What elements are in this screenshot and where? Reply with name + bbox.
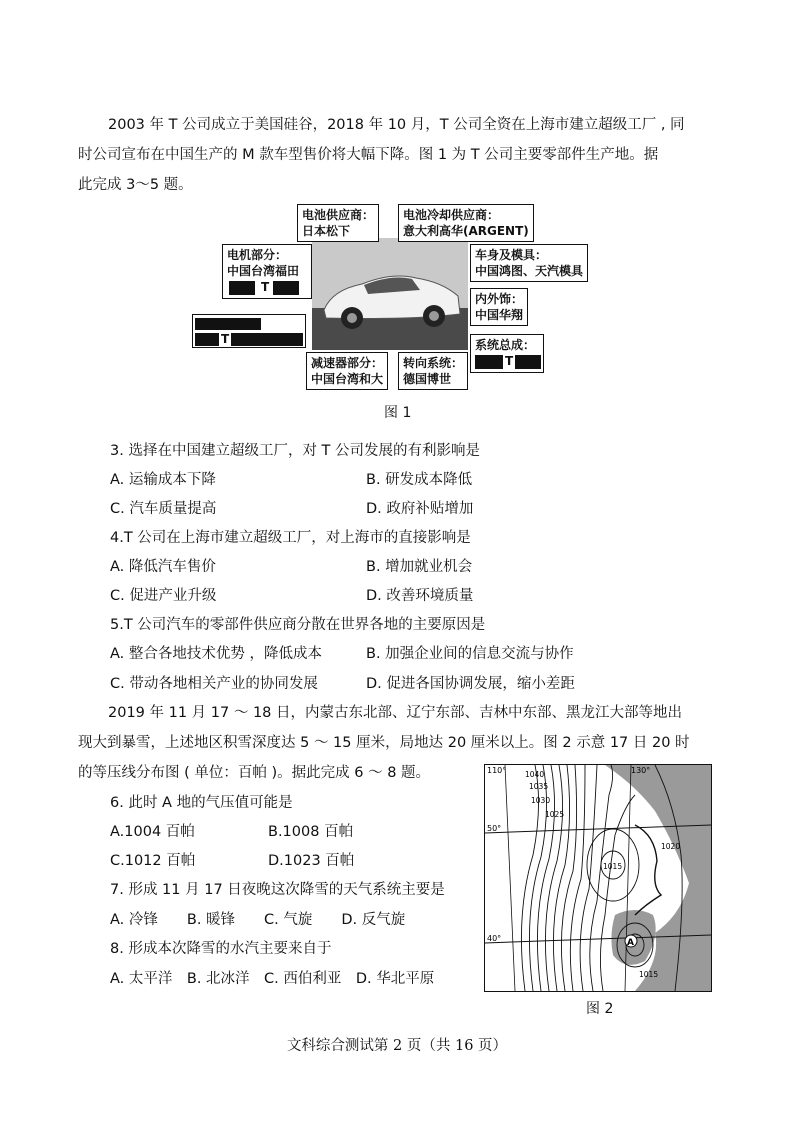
label-interior-title: 内外饰： [475, 292, 524, 306]
label-interior [470, 288, 528, 326]
question-5-option-d: D. 促进各国协调发展，缩小差距 [366, 676, 575, 692]
car-photo [312, 238, 468, 350]
label-cooling-title: 电池冷却供应商： [403, 208, 500, 222]
label-motor-title: 电机部分： [227, 248, 288, 262]
question-7-stem: 7. 形成 11 月 17 日夜晚这次降雪的天气系统主要是 [110, 882, 445, 898]
label-motor-value: 中国台湾福田 [227, 264, 300, 278]
car-image-icon [312, 238, 468, 350]
intro-paragraph-line-3: 此完成 3～5 题。 [78, 177, 193, 193]
label-lat-50: 50° [487, 824, 502, 833]
question-8-options: A. 太平洋 B. 北冰洋 C. 西伯利亚 D. 华北平原 [110, 971, 435, 987]
label-system-t: T [505, 354, 514, 368]
label-battery-title: 电池供应商： [302, 208, 375, 222]
question-6-option-a: A.1004 百帕 [110, 824, 195, 840]
isobar-label-1015-a: 1015 [603, 862, 623, 871]
redaction-bar [231, 333, 303, 346]
question-5-option-b: B. 加强企业间的信息交流与协作 [366, 646, 574, 662]
question-3-option-c: C. 汽车质量提高 [110, 501, 217, 517]
lon-line-110 [505, 765, 515, 991]
question-3-option-b: B. 研发成本降低 [366, 472, 473, 488]
question-6-option-d: D.1023 百帕 [268, 853, 355, 869]
question-8-stem: 8. 形成本次降雪的水汽主要来自于 [110, 941, 332, 957]
label-body-value: 中国鸿图、天汽模具 [475, 264, 584, 278]
label-reducer [306, 352, 388, 390]
question-4-option-b: B. 增加就业机会 [366, 559, 473, 575]
label-motor [222, 244, 312, 299]
question-4-option-a: A. 降低汽车售价 [110, 559, 216, 575]
label-cooling [398, 204, 534, 242]
redaction-bar [195, 333, 219, 346]
question-4-option-c: C. 促进产业升级 [110, 588, 217, 604]
label-lat-40: 40° [487, 934, 502, 943]
redaction-bar [515, 355, 541, 369]
figure-2-caption: 图 2 [586, 1001, 614, 1017]
point-a-label: A [627, 938, 634, 948]
label-system [470, 334, 544, 373]
intro-paragraph-line-2: 时公司宣布在中国生产的 M 款车型售价将大幅下降。图 1 为 T 公司主要零部件生产地。据 [78, 147, 659, 163]
label-lon-130: 130° [631, 766, 651, 775]
question-3-stem: 3. 选择在中国建立超级工厂，对 T 公司发展的有利影响是 [110, 443, 481, 459]
question-4-stem: 4.T 公司在上海市建立超级工厂，对上海市的直接影响是 [110, 530, 471, 546]
label-system-redacted [475, 353, 539, 370]
isobar-label-1035: 1035 [529, 782, 549, 791]
question-7-options: A. 冷锋 B. 暖锋 C. 气旋 D. 反气旋 [110, 912, 406, 928]
isobar-label-1015-b: 1015 [639, 970, 659, 979]
label-steering-title: 转向系统： [403, 356, 464, 370]
isobar-label-1030: 1030 [531, 796, 551, 805]
isobar-label-1020: 1020 [661, 842, 681, 851]
question-5-option-c: C. 带动各地相关产业的协同发展 [110, 676, 318, 692]
isobar-label-1025: 1025 [545, 810, 565, 819]
label-lon-110: 110° [487, 766, 507, 775]
label-cooling-value: 意大利高华(ARGENT) [403, 224, 529, 238]
question-5-stem: 5.T 公司汽车的零部件供应商分散在世界各地的主要原因是 [110, 617, 486, 633]
question-6-option-b: B.1008 百帕 [268, 824, 354, 840]
redaction-bar [475, 355, 503, 369]
label-interior-value: 中国华翔 [475, 308, 524, 322]
question-5-option-a: A. 整合各地技术优势 ，降低成本 [110, 646, 322, 662]
redaction-bar [195, 318, 261, 330]
redaction-bar [229, 281, 255, 295]
question-6-stem: 6. 此时 A 地的气压值可能是 [110, 795, 293, 811]
label-body-title: 车身及模具： [475, 248, 548, 262]
label-battery [297, 204, 379, 242]
label-motor-t: T [261, 280, 270, 294]
question-6-option-c: C.1012 百帕 [110, 853, 196, 869]
intro2-line-3: 的等压线分布图 ( 单位：百帕 )。据此完成 6 ～ 8 题。 [78, 765, 431, 781]
label-motor-redacted [227, 279, 307, 296]
label-system-title: 系统总成： [475, 338, 536, 352]
label-left-t: T [221, 332, 230, 346]
figure-1-caption: 图 1 [384, 405, 412, 421]
isobar-label-1040: 1040 [525, 770, 545, 779]
intro-paragraph-line-1: 2003 年 T 公司成立于美国硅谷，2018 年 10 月，T 公司全资在上海市建立超级工厂 , 同 [108, 117, 685, 133]
label-reducer-value: 中国台湾和大 [311, 372, 384, 386]
label-battery-value: 日本松下 [302, 224, 351, 238]
intro2-line-1: 2019 年 11 月 17 ～ 18 日，内蒙古东北部、辽宁东部、吉林中东部、黑龙江大部等地出 [108, 705, 683, 721]
page-footer: 文科综合测试第 2 页（共 16 页） [286, 1038, 508, 1054]
question-3-option-a: A. 运输成本下降 [110, 472, 216, 488]
label-steering [398, 352, 468, 390]
isobar-map-svg [485, 765, 711, 991]
label-left-redacted [192, 314, 306, 348]
figure-2-isobar-map [484, 764, 712, 992]
intro2-line-2: 现大到暴雪，上述地区积雪深度达 5 ～ 15 厘米，局地达 20 厘米以上。图 2 示意 17 日 20 时 [78, 735, 690, 751]
label-steering-value: 德国博世 [403, 372, 452, 386]
redaction-bar [273, 281, 299, 295]
label-body [470, 244, 588, 282]
label-reducer-title: 减速器部分： [311, 356, 384, 370]
question-4-option-d: D. 改善环境质量 [366, 588, 474, 604]
question-3-option-d: D. 政府补贴增加 [366, 501, 474, 517]
